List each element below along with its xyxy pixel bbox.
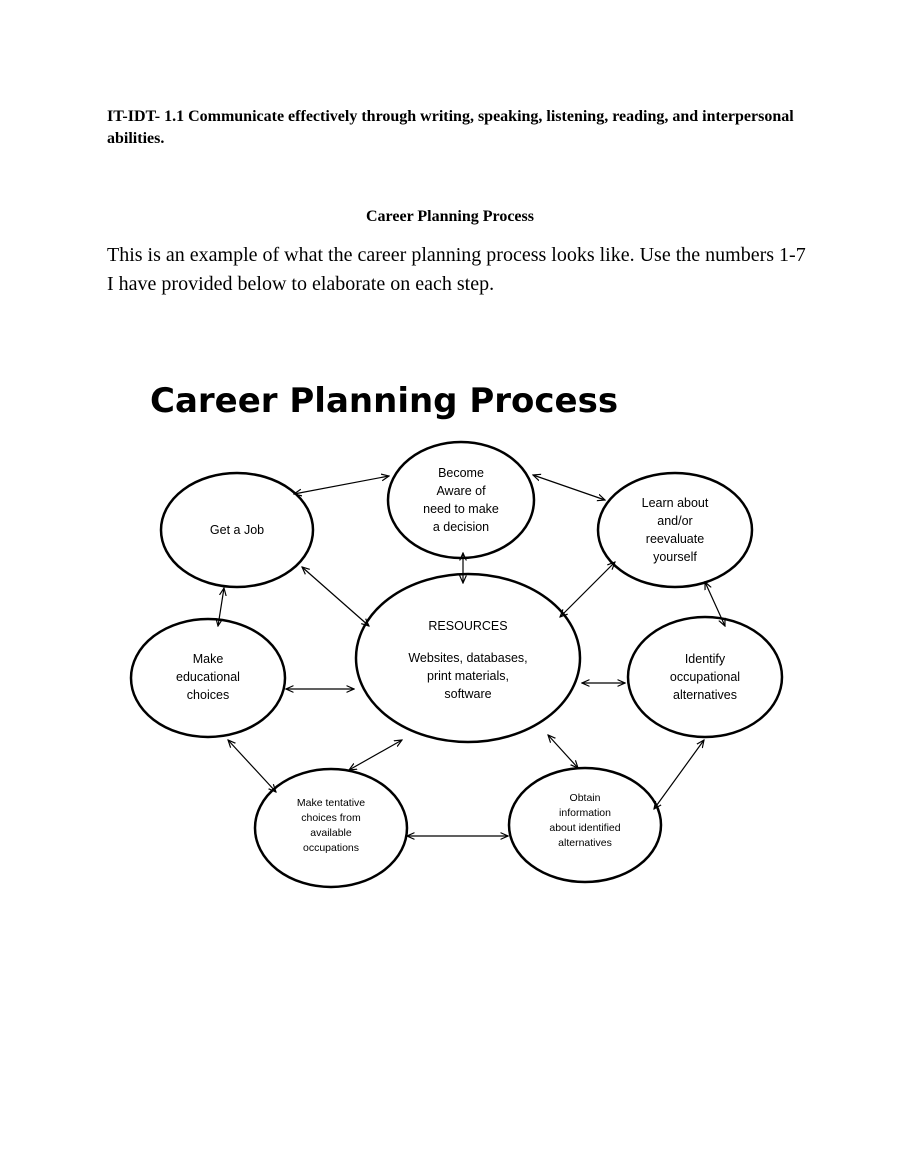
arrow-identify-obtain bbox=[654, 740, 704, 809]
label-line: Aware of bbox=[436, 484, 486, 498]
label-line: Get a Job bbox=[209, 523, 265, 537]
label-line: yourself bbox=[653, 550, 697, 564]
arrow-aware-learn bbox=[533, 475, 605, 500]
label-line: Become bbox=[438, 466, 484, 480]
label-identify bbox=[670, 650, 740, 704]
label-line: software bbox=[444, 687, 492, 701]
label-line: choices bbox=[186, 688, 230, 702]
diagram-title: Career Planning Process bbox=[150, 381, 619, 421]
arrow-obtain-resources bbox=[548, 735, 578, 768]
label-line: Websites, databases, bbox=[408, 651, 528, 665]
arrow-learn-resources bbox=[560, 562, 615, 617]
label-line: Identify bbox=[684, 652, 726, 666]
resources-heading: RESOURCES bbox=[428, 619, 508, 633]
label-line: alternatives bbox=[558, 837, 612, 849]
label-obtain bbox=[549, 791, 620, 851]
label-educational bbox=[176, 650, 240, 704]
label-learn-about bbox=[642, 494, 709, 566]
intro-paragraph: This is an example of what the career planning process looks like. Use the numbers 1-7 I have provided below to elaborate on each step. bbox=[107, 244, 806, 295]
label-line: Learn about bbox=[641, 496, 709, 510]
arrow-educational-tentative bbox=[228, 740, 276, 792]
label-line: occupations bbox=[302, 842, 360, 854]
label-line: reevaluate bbox=[645, 532, 705, 546]
label-tentative bbox=[297, 796, 365, 856]
document-title: Career Planning Process bbox=[366, 208, 534, 225]
label-line: need to make bbox=[423, 502, 499, 516]
standard-heading: IT-IDT- 1.1 Communicate effectively through writing, speaking, listening, reading, and interpersonal abilities. bbox=[107, 108, 794, 147]
label-line: occupational bbox=[669, 670, 741, 684]
label-line: information bbox=[559, 807, 611, 819]
label-line: alternatives bbox=[673, 688, 737, 702]
label-line: about identified bbox=[549, 822, 621, 834]
label-line: available bbox=[310, 827, 352, 839]
arrow-tentative-resources bbox=[349, 740, 402, 770]
label-become-aware bbox=[423, 464, 499, 536]
label-line: choices from bbox=[301, 812, 361, 824]
label-get-job bbox=[210, 521, 264, 539]
label-line: print materials, bbox=[427, 669, 509, 683]
arrow-job-aware bbox=[294, 476, 389, 494]
label-line: Make tentative bbox=[296, 797, 366, 809]
label-line: a decision bbox=[432, 520, 490, 534]
label-line: Obtain bbox=[569, 792, 601, 804]
arrow-learn-identify bbox=[705, 582, 725, 626]
label-line: and/or bbox=[657, 514, 693, 528]
arrow-job-resources bbox=[302, 567, 369, 626]
label-line: Make bbox=[192, 652, 224, 666]
label-resources bbox=[408, 617, 527, 703]
career-planning-diagram bbox=[120, 370, 800, 900]
label-line: educational bbox=[176, 670, 240, 684]
